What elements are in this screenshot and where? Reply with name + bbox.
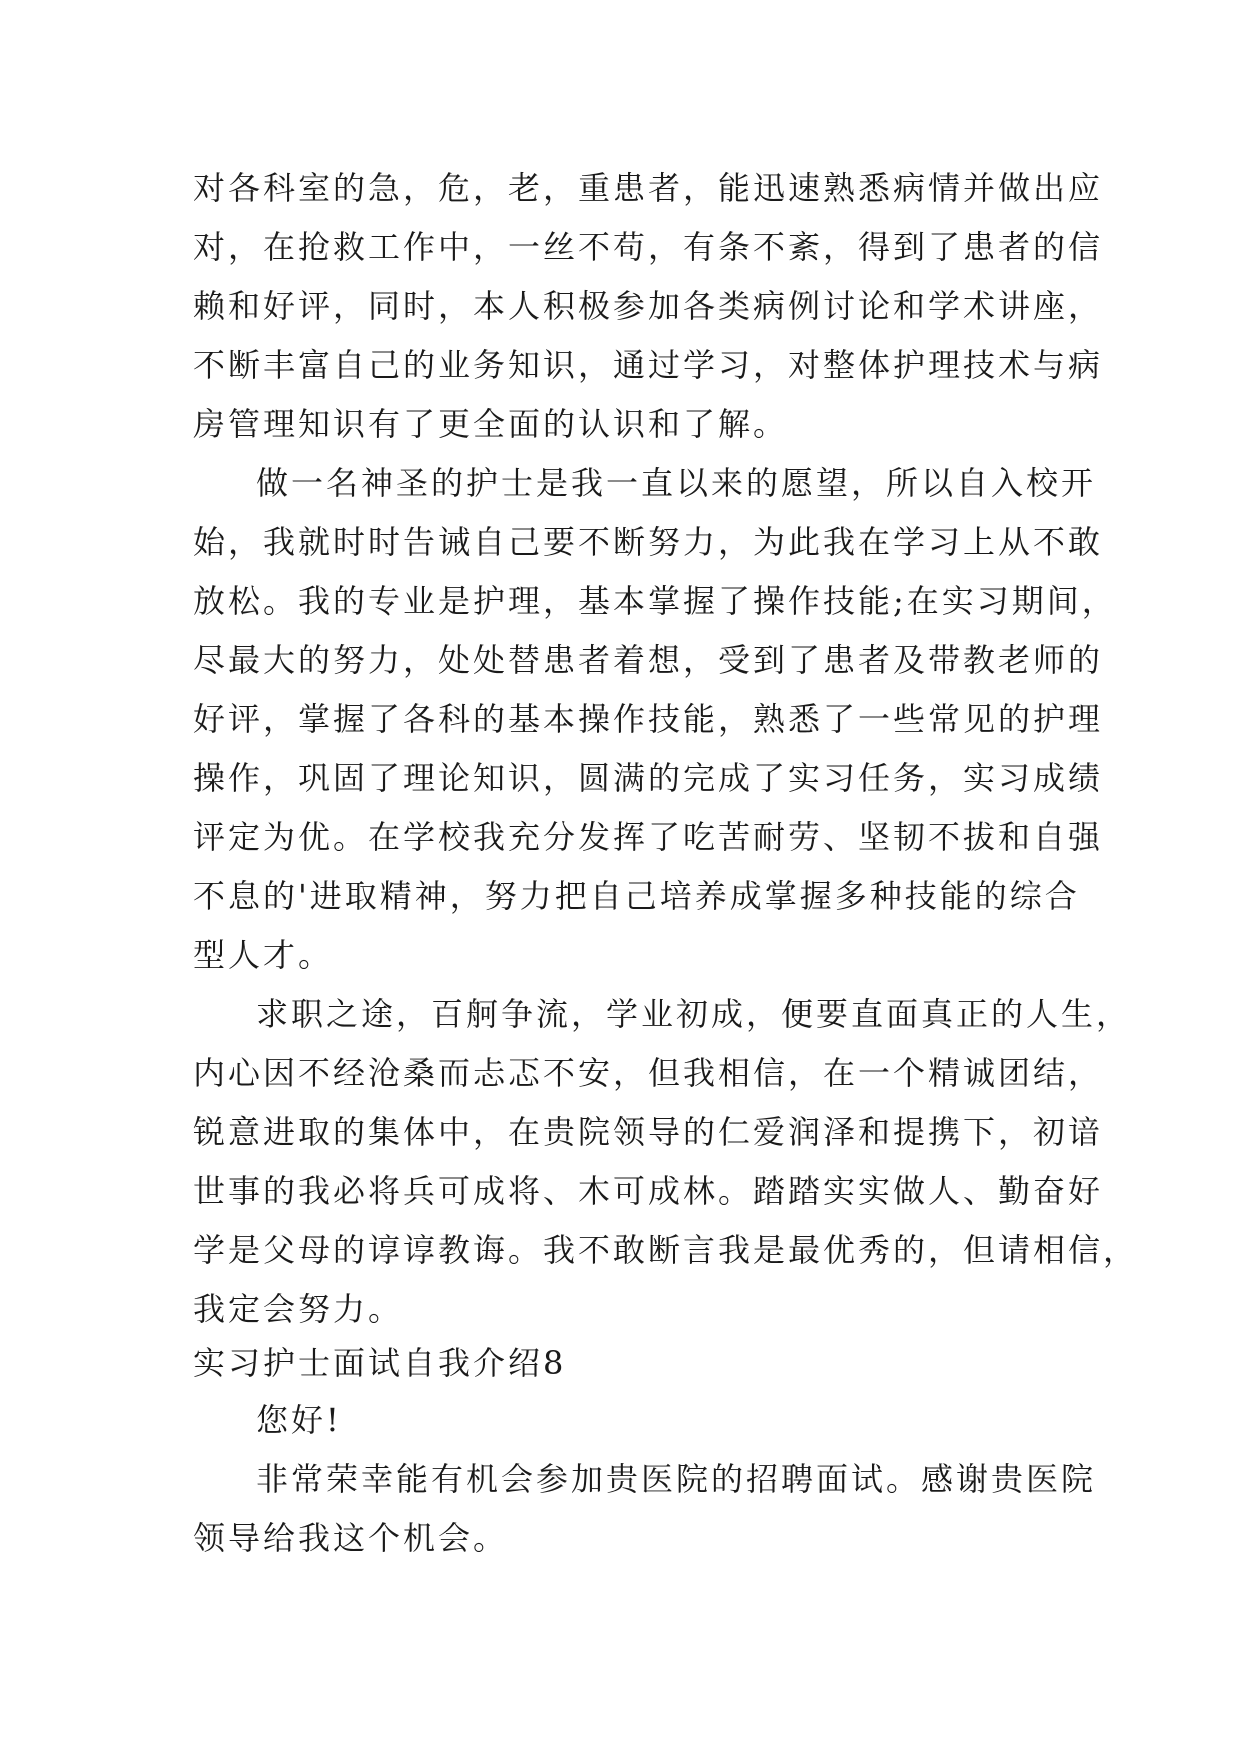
paragraph-2-line-1: 做一名神圣的护士是我一直以来的愿望，所以自入校开	[256, 464, 1097, 502]
paragraph-2-line-7: 评定为优。在学校我充分发挥了吃苦耐劳、坚韧不拔和自强	[193, 818, 1104, 856]
paragraph-1-line-4: 不断丰富自己的业务知识，通过学习，对整体护理技术与病	[193, 346, 1104, 384]
section-title: 实习护士面试自我介绍8	[193, 1344, 567, 1382]
paragraph-3-line-4: 世事的我必将兵可成将、木可成林。踏踏实实做人、勤奋好	[193, 1172, 1104, 1210]
paragraph-2-line-9: 型人才。	[193, 936, 334, 974]
paragraph-2-line-8: 不息的'进取精神，努力把自己培养成掌握多种技能的综合	[193, 877, 1080, 915]
greeting: 您好!	[256, 1401, 342, 1439]
paragraph-1-line-3: 赖和好评，同时，本人积极参加各类病例讨论和学术讲座，	[193, 287, 1104, 325]
paragraph-2-line-3: 放松。我的专业是护理，基本掌握了操作技能;在实习期间，	[193, 582, 1117, 620]
paragraph-2-line-5: 好评，掌握了各科的基本操作技能，熟悉了一些常见的护理	[193, 700, 1104, 738]
paragraph-2-line-6: 操作，巩固了理论知识，圆满的完成了实习任务，实习成绩	[193, 759, 1104, 797]
paragraph-1-line-5: 房管理知识有了更全面的认识和了解。	[193, 405, 789, 443]
paragraph-2-line-4: 尽最大的努力，处处替患者着想，受到了患者及带教老师的	[193, 641, 1104, 679]
paragraph-3-line-5: 学是父母的谆谆教诲。我不敢断言我是最优秀的，但请相信，	[193, 1231, 1139, 1269]
paragraph-1-line-2: 对，在抢救工作中，一丝不苟，有条不紊，得到了患者的信	[193, 228, 1104, 266]
paragraph-3-line-3: 锐意进取的集体中，在贵院领导的仁爱润泽和提携下，初谙	[193, 1113, 1104, 1151]
paragraph-2-line-2: 始，我就时时告诫自己要不断努力，为此我在学习上从不敢	[193, 523, 1104, 561]
paragraph-3-line-6: 我定会努力。	[193, 1290, 404, 1328]
closing-paragraph-line-1: 非常荣幸能有机会参加贵医院的招聘面试。感谢贵医院	[256, 1460, 1097, 1498]
paragraph-3-line-2: 内心因不经沧桑而忐忑不安，但我相信，在一个精诚团结，	[193, 1054, 1104, 1092]
paragraph-1-line-1: 对各科室的急，危，老，重患者，能迅速熟悉病情并做出应	[193, 169, 1104, 207]
paragraph-3-line-1: 求职之途，百舸争流，学业初成，便要直面真正的人生，	[256, 995, 1132, 1033]
closing-paragraph-line-2: 领导给我这个机会。	[193, 1519, 509, 1557]
